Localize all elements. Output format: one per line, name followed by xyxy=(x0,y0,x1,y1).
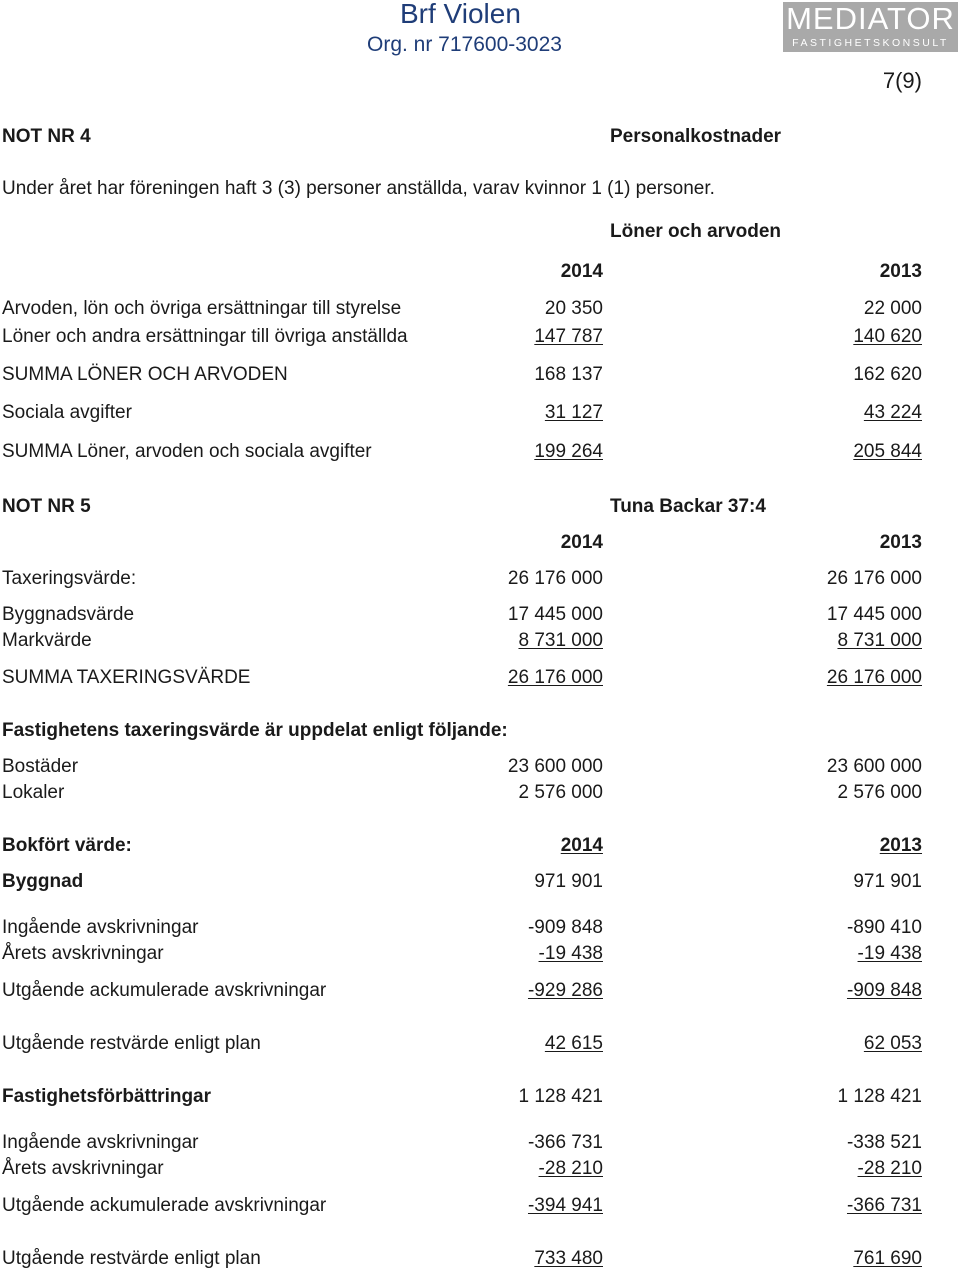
commercial-label: Lokaler xyxy=(2,782,65,803)
building-opening-depr-2014: -909 848 xyxy=(527,917,603,938)
building-closing-depr-2014: -929 286 xyxy=(527,980,603,1001)
note-4-title: Personalkostnader xyxy=(610,126,782,147)
building-year-depr-2014: -19 438 xyxy=(538,943,603,964)
land-value-label: Markvärde xyxy=(2,630,92,651)
land-value-2014: 8 731 000 xyxy=(518,630,603,651)
note-5-year-2014: 2014 xyxy=(560,532,603,553)
total-personnel-label: SUMMA Löner, arvoden och sociala avgifter xyxy=(2,441,372,462)
tax-sum-label: SUMMA TAXERINGSVÄRDE xyxy=(2,667,251,688)
improvements-2013: 1 128 421 xyxy=(837,1086,922,1107)
land-value-2013: 8 731 000 xyxy=(837,630,922,651)
commercial-2013: 2 576 000 xyxy=(837,782,922,803)
improvements-year-depr-2014: -28 210 xyxy=(538,1158,603,1179)
salary-row-label: Arvoden, lön och övriga ersättningar till styrelse xyxy=(2,298,402,319)
residential-2013: 23 600 000 xyxy=(826,756,922,777)
improvements-closing-depr-label: Utgående ackumulerade avskrivningar xyxy=(2,1195,327,1216)
note-5-label: NOT NR 5 xyxy=(2,496,91,517)
salary-row-value-2014: 20 350 xyxy=(544,298,603,319)
building-residual-label: Utgående restvärde enligt plan xyxy=(2,1033,261,1054)
note-5-year-2013: 2013 xyxy=(879,532,922,553)
note-4-year-2013: 2013 xyxy=(879,261,922,282)
commercial-2014: 2 576 000 xyxy=(518,782,603,803)
building-opening-depr-2013: -890 410 xyxy=(846,917,922,938)
improvements-opening-depr-2014: -366 731 xyxy=(527,1132,603,1153)
residential-label: Bostäder xyxy=(2,756,79,777)
improvements-residual-2014: 733 480 xyxy=(534,1248,603,1269)
salary-sum-label: SUMMA LÖNER OCH ARVODEN xyxy=(2,364,288,385)
social-fees-value-2014: 31 127 xyxy=(544,402,603,423)
improvements-residual-2013: 761 690 xyxy=(853,1248,922,1269)
total-personnel-value-2013: 205 844 xyxy=(853,441,922,462)
tax-value-2013: 26 176 000 xyxy=(826,568,922,589)
total-personnel-value-2014: 199 264 xyxy=(534,441,603,462)
salary-row-value-2014: 147 787 xyxy=(534,326,603,347)
mediator-logo xyxy=(783,2,958,52)
logo-wordmark: MEDIATOR xyxy=(786,1,955,36)
building-value-2013: 17 445 000 xyxy=(826,604,922,625)
improvements-opening-depr-label: Ingående avskrivningar xyxy=(2,1132,199,1153)
tax-value-2014: 26 176 000 xyxy=(507,568,603,589)
improvements-closing-depr-2013: -366 731 xyxy=(846,1195,922,1216)
building-2013: 971 901 xyxy=(853,871,922,892)
tax-value-label: Taxeringsvärde: xyxy=(2,568,137,589)
building-heading: Byggnad xyxy=(2,871,84,892)
salary-row-label: Löner och andra ersättningar till övriga anställda xyxy=(2,326,408,347)
split-heading: Fastighetens taxeringsvärde är uppdelat enligt följande: xyxy=(2,720,508,741)
building-year-depr-2013: -19 438 xyxy=(857,943,922,964)
salary-row-value-2013: 22 000 xyxy=(863,298,922,319)
building-closing-depr-2013: -909 848 xyxy=(846,980,922,1001)
improvements-year-depr-label: Årets avskrivningar xyxy=(2,1158,164,1179)
note-4-label: NOT NR 4 xyxy=(2,126,91,147)
improvements-heading: Fastighetsförbättringar xyxy=(2,1086,212,1107)
page-number: 7(9) xyxy=(882,68,922,93)
salary-sum-value-2014: 168 137 xyxy=(534,364,603,385)
improvements-2014: 1 128 421 xyxy=(518,1086,603,1107)
improvements-year-depr-2013: -28 210 xyxy=(857,1158,922,1179)
building-2014: 971 901 xyxy=(534,871,603,892)
book-year-2014: 2014 xyxy=(560,835,603,856)
improvements-residual-label: Utgående restvärde enligt plan xyxy=(2,1248,261,1269)
note-4-text: Under året har föreningen haft 3 (3) personer anställda, varav kvinnor 1 (1) personer. xyxy=(2,178,715,199)
improvements-opening-depr-2013: -338 521 xyxy=(846,1132,922,1153)
social-fees-value-2013: 43 224 xyxy=(863,402,922,423)
building-value-2014: 17 445 000 xyxy=(507,604,603,625)
building-opening-depr-label: Ingående avskrivningar xyxy=(2,917,199,938)
tax-sum-2014: 26 176 000 xyxy=(507,667,603,688)
logo-tagline: FASTIGHETSKONSULT xyxy=(792,37,949,49)
document-title: Brf Violen xyxy=(400,0,521,29)
residential-2014: 23 600 000 xyxy=(507,756,603,777)
note-4-year-2014: 2014 xyxy=(560,261,603,282)
building-value-label: Byggnadsvärde xyxy=(2,604,135,625)
building-closing-depr-label: Utgående ackumulerade avskrivningar xyxy=(2,980,327,1001)
book-year-2013: 2013 xyxy=(879,835,922,856)
tax-sum-2013: 26 176 000 xyxy=(826,667,922,688)
building-residual-2014: 42 615 xyxy=(544,1033,603,1054)
org-number: Org. nr 717600-3023 xyxy=(367,33,562,56)
book-value-heading: Bokfört värde: xyxy=(2,835,132,856)
note-5-title: Tuna Backar 37:4 xyxy=(610,496,766,517)
improvements-closing-depr-2014: -394 941 xyxy=(527,1195,603,1216)
social-fees-label: Sociala avgifter xyxy=(2,402,132,423)
salary-row-value-2013: 140 620 xyxy=(853,326,922,347)
building-year-depr-label: Årets avskrivningar xyxy=(2,943,164,964)
building-residual-2013: 62 053 xyxy=(863,1033,922,1054)
salary-sum-value-2013: 162 620 xyxy=(853,364,922,385)
note-4-subtitle: Löner och arvoden xyxy=(610,221,782,242)
